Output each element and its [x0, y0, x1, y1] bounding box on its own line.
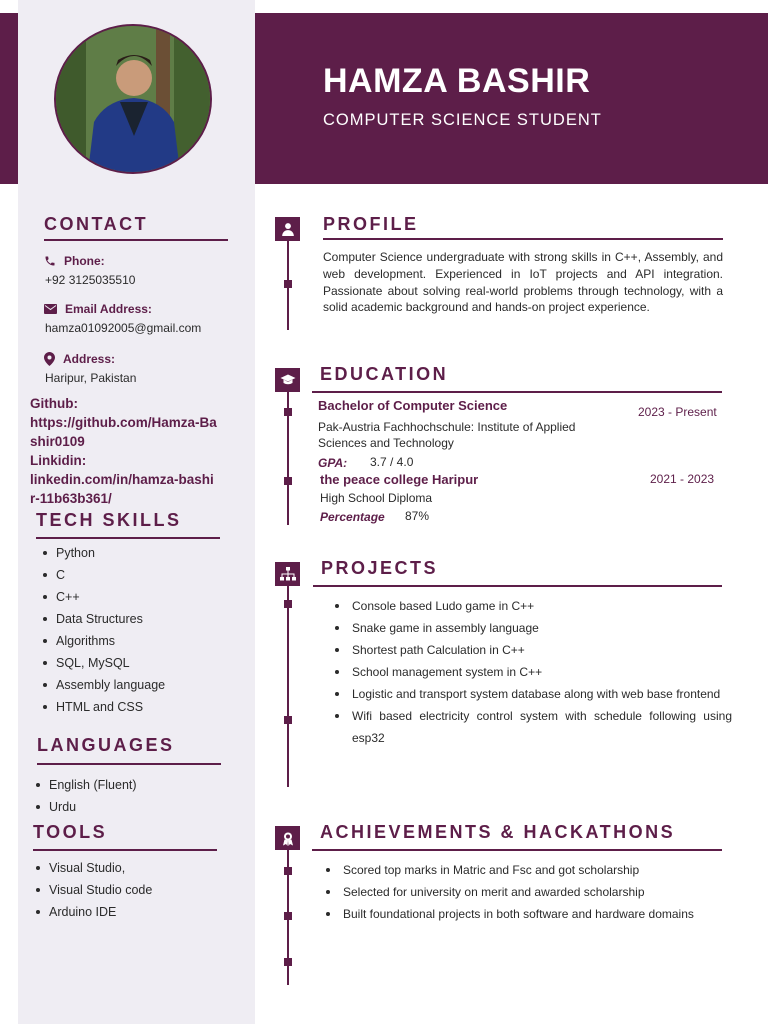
location-pin-icon: [44, 352, 55, 366]
gpa-label: GPA:: [318, 456, 348, 470]
list-item: Python: [40, 542, 165, 564]
tools-divider: [33, 849, 217, 851]
list-item: Arduino IDE: [33, 901, 152, 923]
list-item: Console based Ludo game in C++: [332, 595, 732, 617]
projects-heading: PROJECTS: [321, 558, 439, 578]
github-link[interactable]: https://github.com/Hamza-Bashir0109: [30, 415, 217, 449]
linkedin-label: Linkidin:: [30, 453, 87, 468]
list-item: HTML and CSS: [40, 696, 165, 718]
contact-heading: CONTACT: [44, 214, 149, 234]
education-timeline: [287, 385, 289, 525]
timeline-dot: [284, 600, 292, 608]
list-item: C: [40, 564, 165, 586]
list-item: Wifi based electricity control system with schedule following using esp32: [332, 705, 732, 749]
education-heading: EDUCATION: [320, 364, 449, 384]
percentage-label: Percentage: [320, 510, 385, 524]
list-item: Visual Studio,: [33, 857, 152, 879]
list-item: Built foundational projects in both software and hardware domains: [323, 903, 722, 925]
percentage-value: 87%: [405, 509, 430, 523]
tech-skills-divider: [36, 537, 220, 539]
list-item: SQL, MySQL: [40, 652, 165, 674]
email-label-text: Email Address:: [65, 302, 152, 316]
contact-divider: [44, 239, 228, 241]
timeline-dot: [284, 912, 292, 920]
projects-divider: [313, 585, 722, 587]
phone-icon: [44, 255, 56, 267]
list-item: Urdu: [33, 796, 137, 818]
sitemap-icon: [275, 562, 300, 586]
list-item: Snake game in assembly language: [332, 617, 732, 639]
email-value[interactable]: hamza01092005@gmail.com: [45, 321, 202, 335]
school-title: the peace college Haripur: [320, 472, 479, 487]
languages-divider: [37, 763, 221, 765]
timeline-dot: [284, 958, 292, 966]
degree-title: Bachelor of Computer Science: [318, 398, 508, 413]
profile-divider: [323, 238, 723, 240]
address-label-text: Address:: [63, 352, 116, 366]
languages-heading: LANGUAGES: [37, 735, 175, 755]
tools-list: [33, 857, 152, 923]
school-dates: 2021 - 2023: [650, 472, 715, 486]
timeline-dot: [284, 716, 292, 724]
gpa-value: 3.7 / 4.0: [370, 455, 414, 469]
person-icon: [275, 217, 300, 241]
tools-heading: TOOLS: [33, 822, 108, 842]
profile-links: [30, 394, 218, 508]
candidate-title: COMPUTER SCIENCE STUDENT: [323, 111, 602, 129]
list-item: English (Fluent): [33, 774, 137, 796]
list-item: Algorithms: [40, 630, 165, 652]
institution-name: Pak-Austria Fachhochschule: Institute of Applied Sciences and Technology: [318, 420, 576, 450]
list-item: C++: [40, 586, 165, 608]
list-item: Assembly language: [40, 674, 165, 696]
school-diploma: High School Diploma: [320, 491, 433, 505]
list-item: Selected for university on merit and awarded scholarship: [323, 881, 722, 903]
timeline-dot: [284, 477, 292, 485]
list-item: Logistic and transport system database along with web base frontend: [332, 683, 732, 705]
list-item: School management system in C++: [332, 661, 732, 683]
tech-skills-list: [40, 542, 165, 718]
envelope-icon: [44, 304, 57, 314]
achievements-list: [323, 859, 722, 925]
projects-list: [332, 595, 732, 749]
profile-photo: [54, 24, 212, 174]
timeline-dot: [284, 280, 292, 288]
phone-value[interactable]: +92 3125035510: [45, 273, 136, 287]
email-label: [44, 302, 152, 316]
award-icon: [275, 826, 300, 850]
list-item: Data Structures: [40, 608, 165, 630]
graduation-cap-icon: [275, 368, 300, 392]
education-divider: [312, 391, 722, 393]
languages-list: [33, 774, 137, 818]
phone-label: [44, 254, 105, 268]
profile-summary: Computer Science undergraduate with strong skills in C++, Assembly, and web development. Experienced in IoT projects and API integration. Passionate about solving real-world problems through technology, with a solid academic background and hands-on project experience.: [323, 250, 723, 315]
achievements-heading: ACHIEVEMENTS & HACKATHONS: [320, 822, 676, 842]
github-label: Github:: [30, 396, 78, 411]
candidate-name: HAMZA BASHIR: [323, 62, 591, 100]
timeline-dot: [284, 408, 292, 416]
tech-skills-heading: TECH SKILLS: [36, 510, 182, 530]
address-label: [44, 352, 115, 366]
phone-label-text: Phone:: [64, 254, 105, 268]
timeline-dot: [284, 867, 292, 875]
profile-heading: PROFILE: [323, 214, 419, 234]
list-item: Scored top marks in Matric and Fsc and got scholarship: [323, 859, 722, 881]
list-item: Shortest path Calculation in C++: [332, 639, 732, 661]
linkedin-link[interactable]: linkedin.com/in/hamza-bashir-11b63b361/: [30, 472, 214, 506]
list-item: Visual Studio code: [33, 879, 152, 901]
degree-dates: 2023 - Present: [638, 405, 717, 419]
projects-timeline: [287, 580, 289, 787]
address-value: Haripur, Pakistan: [45, 371, 137, 385]
achievements-divider: [312, 849, 722, 851]
